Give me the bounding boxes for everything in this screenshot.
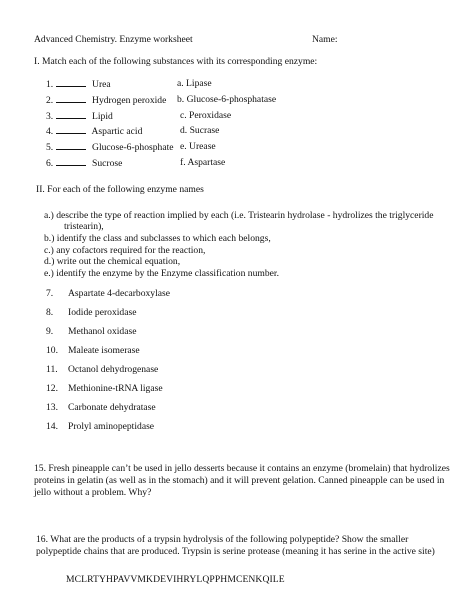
- question-16-line: 16. What are the products of a trypsin hydrolysis of the following polypeptide? Show the smaller: [36, 534, 409, 545]
- enzyme-name-item: [46, 383, 163, 395]
- worksheet-title: Advanced Chemistry. Enzyme worksheet: [34, 34, 193, 45]
- substance-name: Sucrose: [92, 158, 123, 169]
- question-15-line: jello without a problem. Why?: [34, 487, 152, 498]
- question-15-line: proteins in gelatin (as well as in the stomach) and it will prevent gelation. Canned pineapple can be used in: [34, 475, 445, 486]
- enzyme-name: Iodide peroxidase: [68, 307, 137, 318]
- enzyme-name-item: [46, 326, 136, 338]
- task-item: a.) describe the type of reaction implied by each (i.e. Tristearin hydrolase - hydrolizes the triglyceride: [44, 210, 434, 221]
- name-label: Name:: [312, 34, 338, 45]
- question-16-line: polypeptide chains that are produced. Trypsin is serine protease (meaning it has serine in the active site): [36, 546, 435, 557]
- section1-instruction: I. Match each of the following substances with its corresponding enzyme:: [34, 56, 318, 67]
- enzyme-option: c. Peroxidase: [180, 110, 232, 121]
- item-number: 12.: [46, 383, 58, 394]
- item-number: 6.: [46, 158, 54, 169]
- task-item: tristearin),: [64, 221, 104, 232]
- substance-item: [46, 110, 113, 123]
- task-item: e.) identify the enzyme by the Enzyme classification number.: [44, 268, 279, 279]
- item-number: 9.: [46, 326, 54, 337]
- answer-blank[interactable]: [56, 78, 86, 87]
- item-number: 14.: [46, 421, 58, 432]
- task-item: d.) write out the chemical equation,: [44, 256, 181, 267]
- enzyme-option: e. Urease: [180, 141, 216, 152]
- enzyme-name: Prolyl aminopeptidase: [68, 421, 155, 432]
- item-number: 1.: [46, 79, 54, 90]
- enzyme-name: Methionine-tRNA ligase: [68, 383, 163, 394]
- enzyme-name-item: [46, 307, 136, 319]
- item-number: 2.: [46, 95, 54, 106]
- enzyme-name: Octanol dehydrogenase: [68, 364, 159, 375]
- enzyme-name-item: [46, 421, 154, 433]
- enzyme-name: Maleate isomerase: [68, 345, 140, 356]
- polypeptide-sequence: MCLRTYHPAVVMKDEVIHRYLQPPHMCENKQILE: [66, 574, 285, 585]
- enzyme-name-item: [46, 345, 140, 357]
- item-number: 11.: [46, 364, 58, 375]
- answer-blank[interactable]: [56, 157, 86, 166]
- enzyme-option: b. Glucose-6-phosphatase: [177, 94, 277, 105]
- substance-name: Lipid: [92, 111, 113, 122]
- enzyme-option: f. Aspartase: [180, 157, 226, 168]
- answer-blank[interactable]: [56, 125, 86, 134]
- question-15-line: 15. Fresh pineapple can’t be used in jello desserts because it contains an enzyme (bromelain) that hydrolizes: [34, 463, 450, 474]
- item-number: 10.: [46, 345, 58, 356]
- item-number: 8.: [46, 307, 54, 318]
- item-number: 5.: [46, 142, 54, 153]
- substance-item: [46, 78, 111, 91]
- substance-item: [46, 157, 122, 170]
- substance-name: Hydrogen peroxide: [92, 95, 167, 106]
- enzyme-name: Methanol oxidase: [68, 326, 137, 337]
- enzyme-name-item: [46, 288, 170, 300]
- task-item: c.) any cofactors required for the reaction,: [44, 245, 206, 256]
- enzyme-name: Aspartate 4-decarboxylase: [68, 288, 171, 299]
- enzyme-name: Carbonate dehydratase: [68, 402, 156, 413]
- enzyme-option: a. Lipase: [177, 78, 212, 89]
- item-number: 4.: [46, 126, 54, 137]
- answer-blank[interactable]: [56, 94, 86, 103]
- section2-instruction: II. For each of the following enzyme names: [36, 184, 204, 195]
- task-item: b.) identify the class and subclasses to which each belongs,: [44, 233, 271, 244]
- substance-item: [46, 141, 174, 154]
- enzyme-name-item: [46, 364, 158, 376]
- substance-item: [46, 125, 142, 138]
- item-number: 13.: [46, 402, 58, 413]
- substance-name: Aspartic acid: [91, 126, 143, 137]
- item-number: 7.: [46, 288, 54, 299]
- answer-blank[interactable]: [56, 141, 86, 150]
- substance-name: Urea: [92, 79, 111, 90]
- substance-item: [46, 94, 166, 107]
- enzyme-option: d. Sucrase: [180, 125, 220, 136]
- item-number: 3.: [46, 111, 54, 122]
- answer-blank[interactable]: [56, 110, 86, 119]
- enzyme-name-item: [46, 402, 156, 414]
- substance-name: Glucose-6-phosphate: [92, 142, 174, 153]
